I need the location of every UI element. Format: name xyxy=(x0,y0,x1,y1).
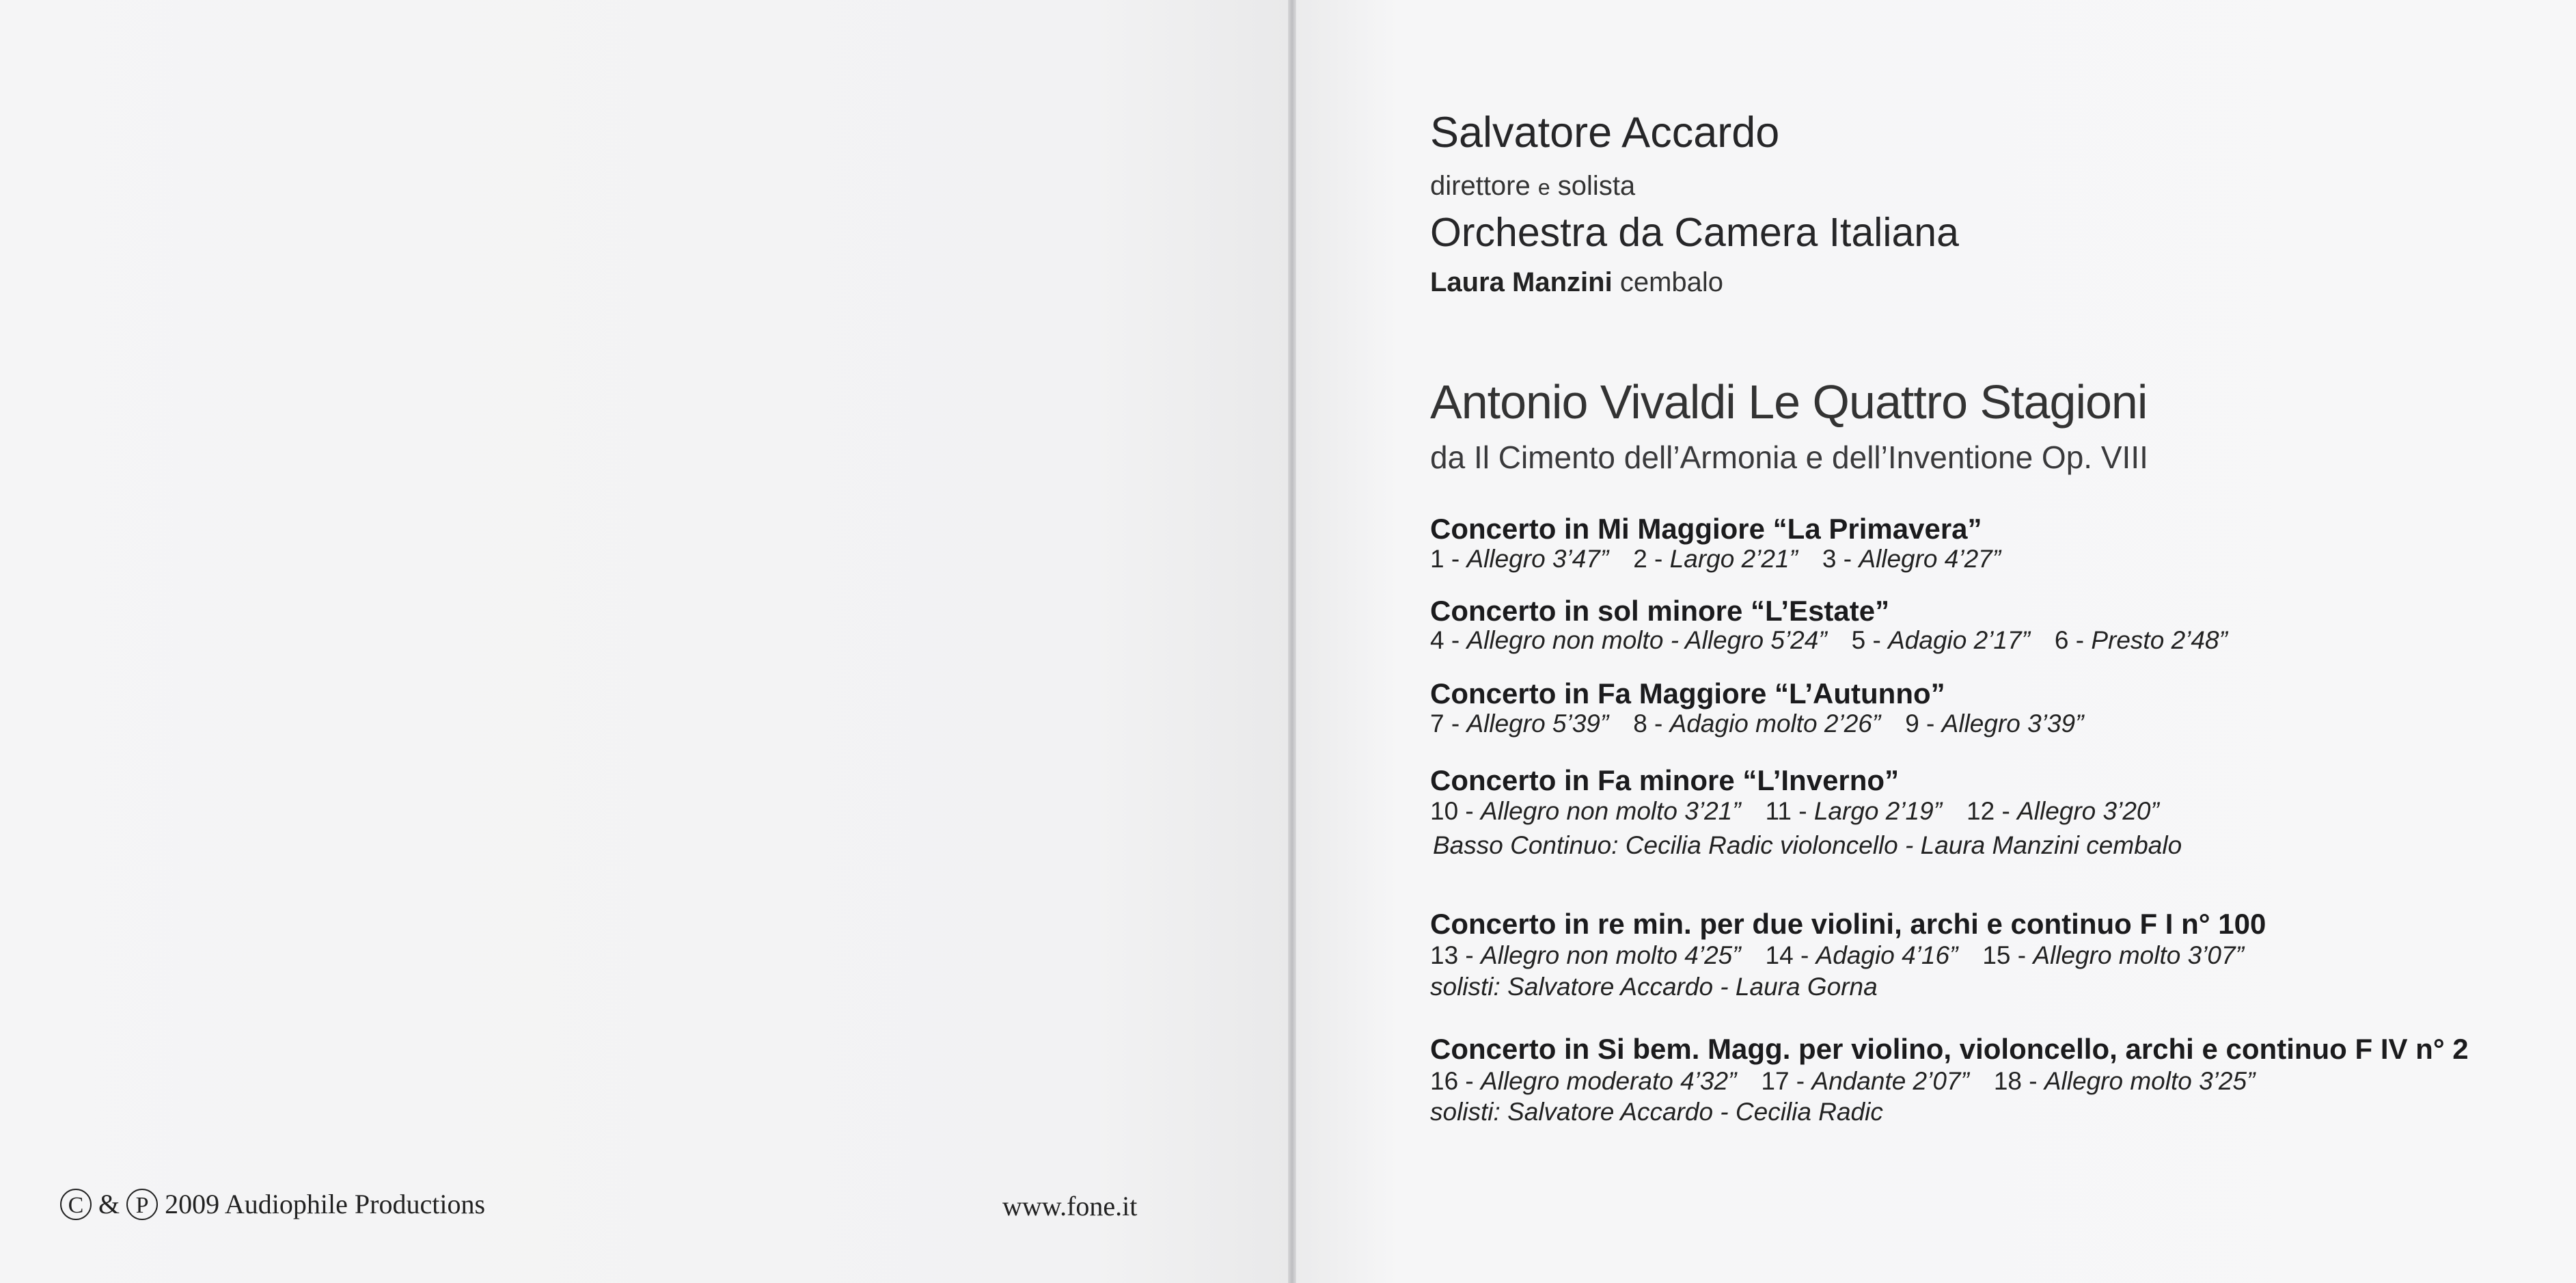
soloists-line: solisti: Salvatore Accardo - Cecilia Radic xyxy=(1430,1098,1883,1126)
track: 11 - Largo 2’19” xyxy=(1765,797,1943,825)
concerto-title: Concerto in Fa Maggiore “L’Autunno” xyxy=(1430,677,1945,710)
work-subtitle: da Il Cimento dell’Armonia e dell’Inventione Op. VIII xyxy=(1430,440,2148,475)
track: 6 - Presto 2’48” xyxy=(2054,626,2228,654)
track-line xyxy=(1430,626,2252,655)
booklet-spine xyxy=(1288,0,1296,1283)
track: 4 - Allegro non molto - Allegro 5’24” xyxy=(1430,626,1827,654)
track: 17 - Andante 2’07” xyxy=(1761,1067,1969,1095)
artist-name: Salvatore Accardo xyxy=(1430,109,1780,157)
copyright-notice xyxy=(60,1188,485,1220)
role-conjunction: e xyxy=(1537,175,1550,200)
track: 18 - Allegro molto 3’25” xyxy=(1993,1067,2256,1095)
track: 10 - Allegro non molto 3’21” xyxy=(1430,797,1741,825)
role-soloist: solista xyxy=(1557,171,1636,201)
concerto-title: Concerto in Fa minore “L’Inverno” xyxy=(1430,764,1900,796)
concerto-title: Concerto in sol minore “L’Estate” xyxy=(1430,595,1890,627)
track: 7 - Allegro 5’39” xyxy=(1430,710,1609,738)
soloists-line: solisti: Salvatore Accardo - Laura Gorna xyxy=(1430,973,1878,1001)
harpsichord-instrument: cembalo xyxy=(1619,267,1724,297)
track: 8 - Adagio molto 2’26” xyxy=(1633,710,1881,738)
track: 16 - Allegro moderato 4’32” xyxy=(1430,1067,1737,1095)
harpsichordist xyxy=(1430,267,1723,298)
track-line xyxy=(1430,1067,2279,1096)
track: 15 - Allegro molto 3’07” xyxy=(1982,941,2244,969)
website-url: www.fone.it xyxy=(1002,1191,1138,1221)
track: 9 - Allegro 3’39” xyxy=(1905,710,2084,738)
track-line xyxy=(1430,941,2269,970)
harpsichordist-name: Laura Manzini xyxy=(1430,267,1613,297)
track-line xyxy=(1430,797,2184,826)
basso-continuo-note: Basso Continuo: Cecilia Radic violoncello - Laura Manzini cembalo xyxy=(1433,831,2182,859)
track: 14 - Adagio 4’16” xyxy=(1765,941,1958,969)
track: 1 - Allegro 3’47” xyxy=(1430,545,1609,573)
copyright-symbol: C xyxy=(60,1189,92,1220)
concerto-title: Concerto in re min. per due violini, archi e continuo F I n° 100 xyxy=(1430,908,2266,940)
orchestra-name: Orchestra da Camera Italiana xyxy=(1430,210,1959,255)
copyright-text: 2009 Audiophile Productions xyxy=(165,1189,486,1219)
work-title: Antonio Vivaldi Le Quattro Stagioni xyxy=(1430,375,2148,429)
track-line xyxy=(1430,545,2025,573)
track: 5 - Adagio 2’17” xyxy=(1851,626,2030,654)
track: 3 - Allegro 4’27” xyxy=(1822,545,2001,573)
role-conductor: direttore xyxy=(1430,171,1531,201)
concerto-title: Concerto in Mi Maggiore “La Primavera” xyxy=(1430,513,1982,545)
track: 12 - Allegro 3’20” xyxy=(1967,797,2159,825)
concerto-title: Concerto in Si bem. Magg. per violino, violoncello, archi e continuo F IV n° 2 xyxy=(1430,1033,2469,1065)
phonogram-symbol: P xyxy=(126,1189,158,1220)
track: 13 - Allegro non molto 4’25” xyxy=(1430,941,1741,969)
track-line xyxy=(1430,710,2108,738)
copyright-ampersand: & xyxy=(98,1189,120,1219)
track: 2 - Largo 2’21” xyxy=(1633,545,1798,573)
artist-role xyxy=(1430,171,1635,202)
